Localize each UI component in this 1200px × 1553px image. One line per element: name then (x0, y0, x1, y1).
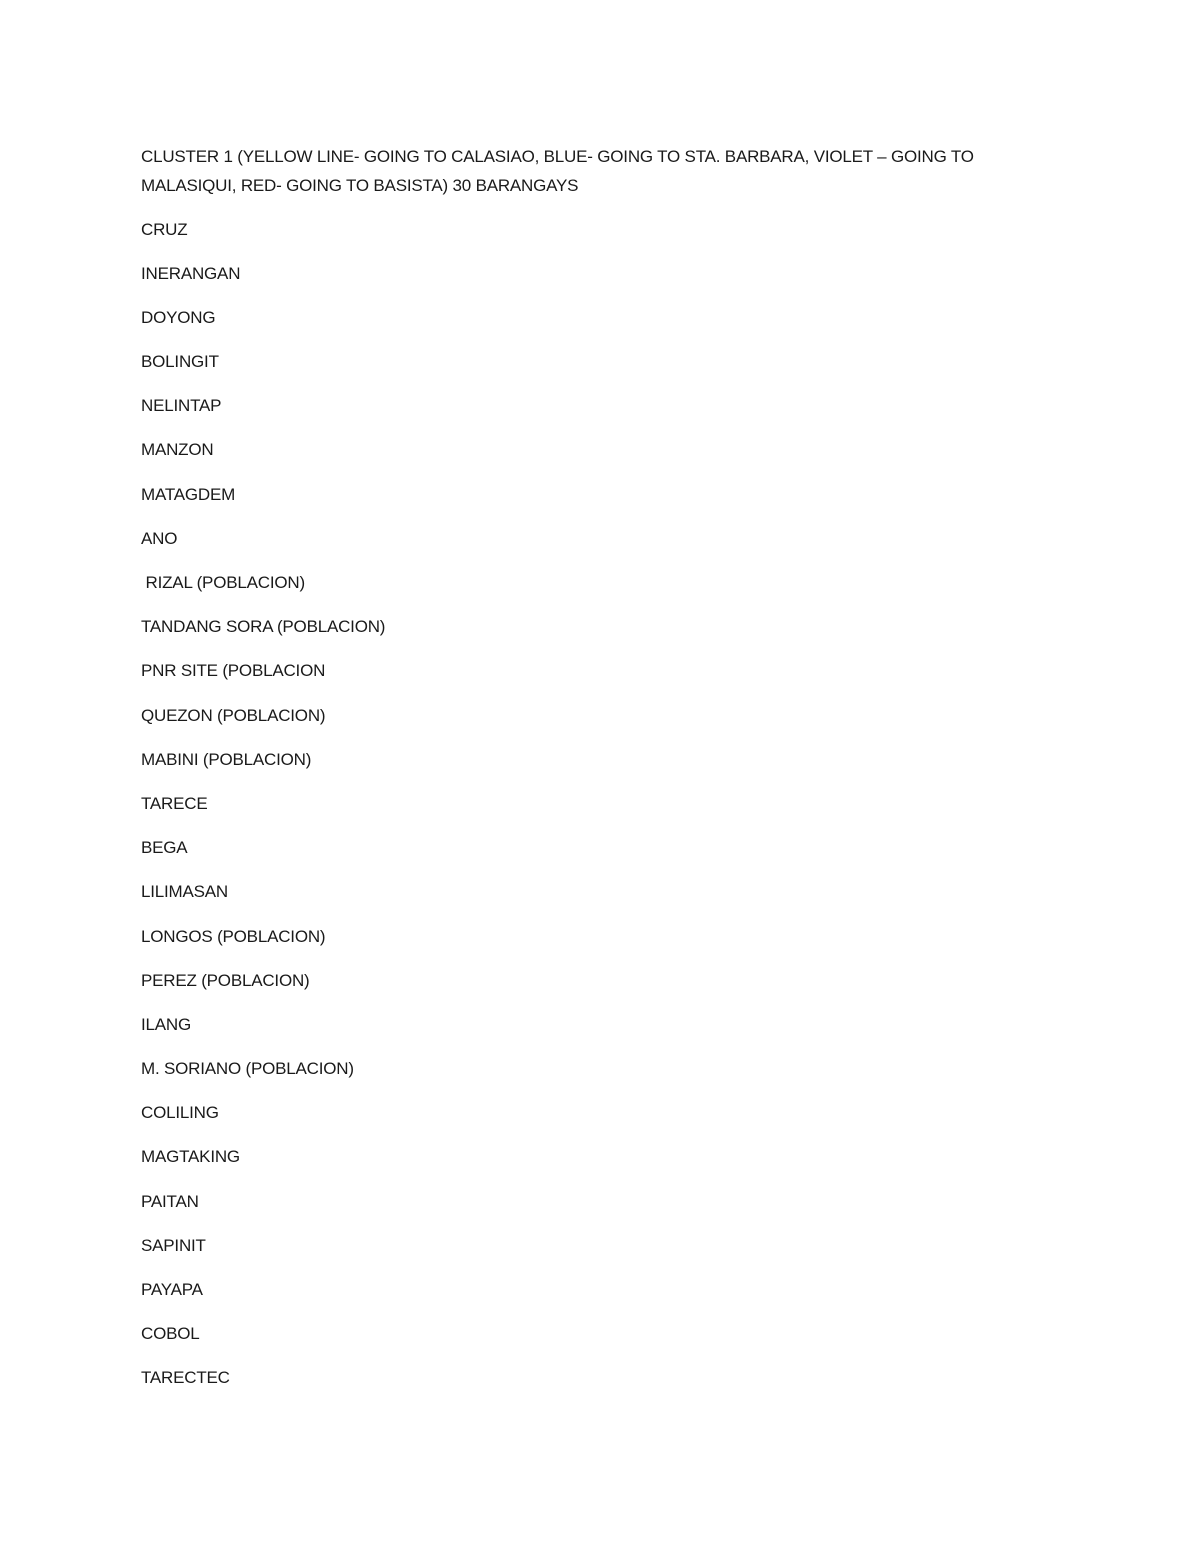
barangay-item: LILIMASAN (141, 882, 229, 902)
barangay-item: TARECTEC (141, 1368, 230, 1388)
barangay-item: COBOL (141, 1324, 200, 1344)
barangay-item: PNR SITE (POBLACION (141, 661, 326, 681)
barangay-item: PAITAN (141, 1191, 199, 1211)
barangay-item: NELINTAP (141, 396, 222, 416)
barangay-item: TARECE (141, 793, 208, 813)
barangay-item: MAGTAKING (141, 1147, 240, 1167)
barangay-item: BOLINGIT (141, 352, 219, 372)
document-body (141, 143, 1041, 1409)
barangay-item: MANZON (141, 440, 214, 460)
barangay-item: M. SORIANO (POBLACION) (141, 1059, 354, 1079)
barangay-item: LONGOS (POBLACION) (141, 926, 326, 946)
barangay-item: SAPINIT (141, 1235, 206, 1255)
barangay-item: TANDANG SORA (POBLACION) (141, 617, 386, 637)
barangay-item: DOYONG (141, 307, 216, 327)
cluster-heading: CLUSTER 1 (YELLOW LINE- GOING TO CALASIAO, BLUE- GOING TO STA. BARBARA, VIOLET – GOING TO MALASIQUI, RED- GOING TO BASISTA) 30 BARANGAYS (141, 147, 974, 195)
barangay-item: PAYAPA (141, 1280, 203, 1299)
barangay-item: BEGA (141, 838, 188, 858)
barangay-item: RIZAL (POBLACION) (141, 573, 305, 592)
barangay-list (141, 216, 1041, 1409)
barangay-item: COLILING (141, 1103, 219, 1123)
barangay-item: MABINI (POBLACION) (141, 749, 312, 769)
barangay-item: QUEZON (POBLACION) (141, 705, 326, 725)
barangay-item: INERANGAN (141, 263, 241, 283)
barangay-item: CRUZ (141, 219, 188, 239)
barangay-item: MATAGDEM (141, 484, 236, 504)
barangay-item: ANO (141, 528, 178, 548)
barangay-item: PEREZ (POBLACION) (141, 970, 310, 990)
barangay-item: ILANG (141, 1014, 192, 1034)
